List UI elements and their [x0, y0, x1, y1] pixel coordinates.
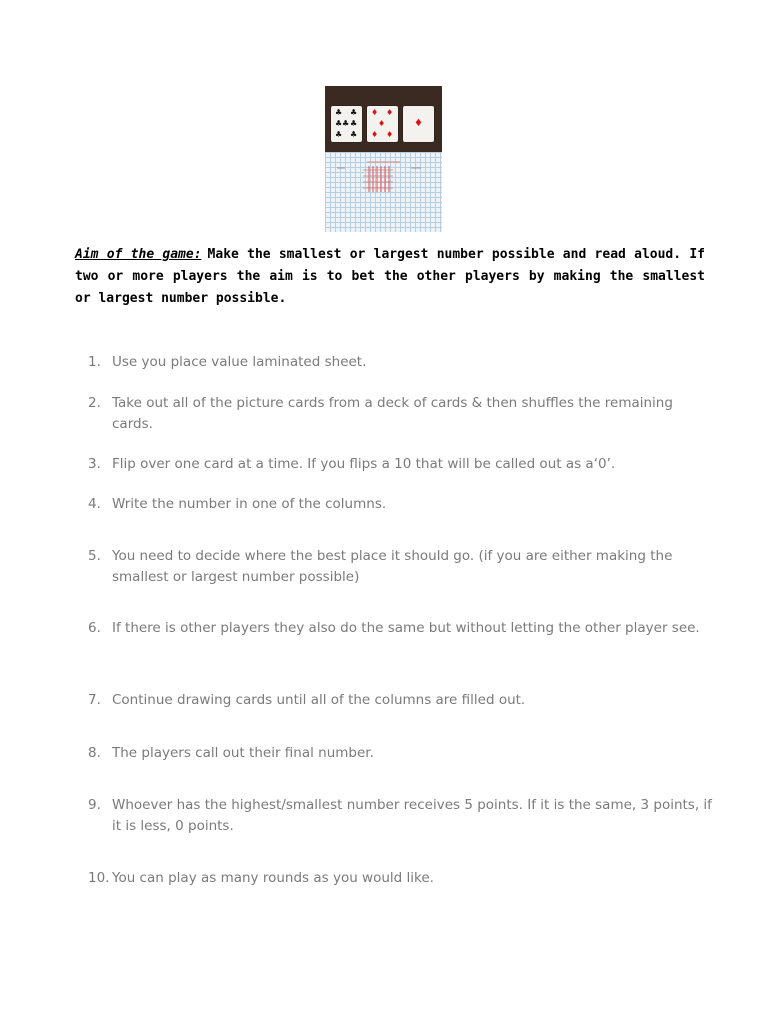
- step-text: Flip over one card at a time. If you flips a 10 that will be called out as a‘0’.: [112, 456, 616, 472]
- list-item: [88, 795, 713, 837]
- step-text: Whoever has the highest/smallest number receives 5 points. If it is the same, 3 points, if it is less, 0 points.: [112, 797, 712, 834]
- step-number: 8.: [88, 745, 101, 761]
- step-text: The players call out their final number.: [112, 745, 374, 761]
- step-number: 2.: [88, 395, 101, 411]
- list-item: [88, 868, 713, 889]
- step-number: 5.: [88, 548, 101, 564]
- list-item: [88, 546, 713, 588]
- list-item: [88, 494, 713, 515]
- aim-text: Make the smallest or largest number possible and read aloud. If two or more players the aim is to bet the other players by making the smallest or largest number possible.: [75, 247, 705, 306]
- step-text: You can play as many rounds as you would like.: [112, 870, 434, 886]
- list-item: [88, 454, 713, 475]
- ace-diamonds-card-image: ♦: [403, 106, 434, 142]
- list-item: [88, 352, 713, 373]
- list-item: [88, 690, 713, 711]
- step-text: Continue drawing cards until all of the columns are filled out.: [112, 692, 526, 708]
- aim-label: Aim of the game:: [75, 247, 202, 262]
- diamonds-card-image: ♦ ♦ ♦ ♦ ♦: [367, 106, 398, 142]
- list-item: [88, 743, 713, 764]
- step-text: Write the number in one of the columns.: [112, 496, 387, 512]
- step-number: 4.: [88, 496, 101, 512]
- step-number: 9.: [88, 797, 101, 813]
- step-text: You need to decide where the best place it should go. (if you are either making the smallest or largest number possible): [112, 548, 673, 585]
- step-number: 6.: [88, 620, 101, 636]
- step-number: 3.: [88, 456, 101, 472]
- step-text: If there is other players they also do the same but without letting the other player see.: [112, 620, 700, 636]
- list-item: [88, 618, 713, 639]
- step-number: 1.: [88, 354, 101, 370]
- clubs-card-image: ♣ ♣ ♣ ♣ ♣ ♣ ♣: [331, 106, 362, 142]
- step-number: 7.: [88, 692, 101, 708]
- step-text: Take out all of the picture cards from a deck of cards & then shuffles the remaining cards.: [112, 395, 673, 432]
- step-text: Use you place value laminated sheet.: [112, 354, 367, 370]
- list-item: [88, 393, 713, 435]
- step-number: 10.: [88, 870, 110, 886]
